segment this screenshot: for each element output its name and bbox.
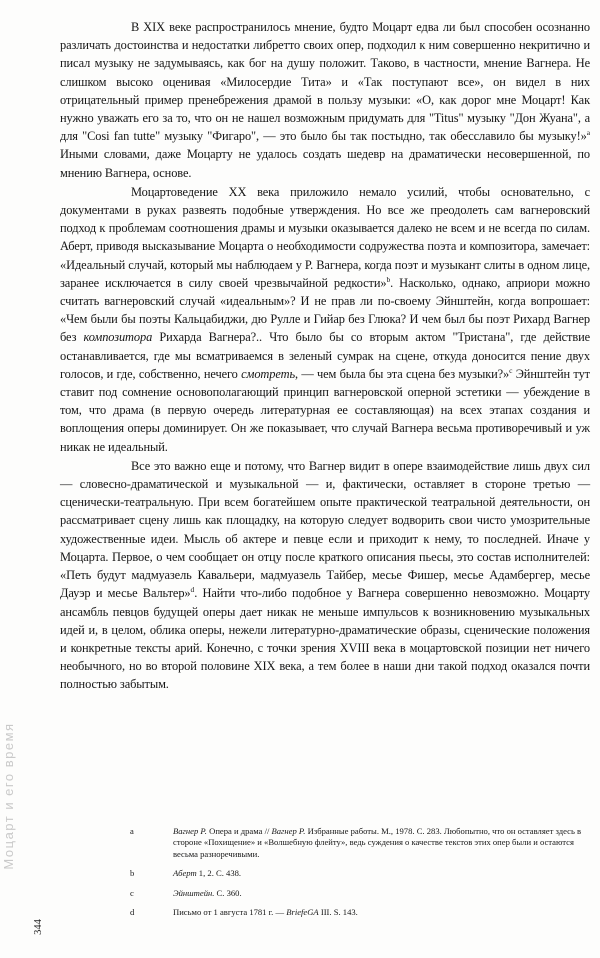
text-run: Эйнштейн тут ставит под сомнение основополагающий принцип вагнеровской оперной эстетики — убеждение в том, что драма (в первую очередь литературная ее составляющая) на всех этапах создания и воплощения оперы доминирует. Он же показывает, что случай Вагнера весьма противоречивый и уж никак не идеальный.: [60, 366, 590, 454]
text-run: , — чем была бы эта сцена без музыки?»: [294, 366, 510, 381]
paragraph-3: [60, 457, 590, 694]
text-run: Моцартоведение XX века приложило немало усилий, чтобы основательно, с документами в руках развеять подобные утверждения. Но все же преодолеть сам вагнеровский подход к проблемам соотношения драмы и музыки оказывается далеко не всем и не всегда по силам. Аберт, приводя высказывание Моцарта о необходимости содружества поэта и композитора, замечает: «Идеальный случай, который мы наблюдаем у Р. Вагнера, когда поэт и музыкант слиты в одном лице, заранее исключается в силу своей чрезвычайной редкости»: [60, 184, 590, 290]
text-run: Рихарда Вагнера?.. Что было бы со вторым актом "Тристана", где действие останавливается, где мы всматриваемся в зеленый сумрак на сцене, откуда доносится пение двух голосов, и где, собственно, нечего: [60, 330, 590, 381]
emphasis-run: BriefeGA: [286, 907, 319, 918]
footnote-c: [130, 888, 590, 899]
footnote-mark: c: [130, 887, 134, 898]
text-run: Письмо от 1 августа 1781 г. —: [173, 907, 287, 918]
text-run: III. S. 143.: [318, 907, 358, 918]
text-run: . Найти что-либо подобное у Вагнера совершенно невозможно. Моцарту ансамбль певцов будущей оперы дает никак не меньше импульсов к возникновению музыкальных идей и, в целом, облика оперы, нежели литературно-драматические образы, сценические положения и конкретные тексты арий. Конечно, с точки зрения XVIII века в моцартовской позиции нет ничего необычного, но во второй половине XIX века, а тем более в наши дни такой подход оказался почти полностью забытым.: [60, 586, 591, 692]
footnote-text: [173, 826, 590, 860]
footnote-mark: a: [130, 826, 134, 836]
paragraph-2: [60, 183, 590, 456]
text-run: 1, 2. С. 438.: [196, 868, 242, 879]
text-run: Все это важно еще и потому, что Вагнер видит в опере взаимодействие лишь двух сил — словесно-драматической и музыкальной — и, фактически, оставляет в стороне третью — сценически-театральную. При всем богатейшем опыте практической театральной деятельности, он рассматривает сцену лишь как площадку, на которую следует водворить свои чисто умозрительные художественные идеи. Мысль об актере и певце если и приходит к нему, то последней. Иначе у Моцарта. Первое, о чем сообщает он отцу после краткого описания пьесы, это состав исполнителей: «Петь будут мадмуазель Кавальери, мадмуазель Тайбер, месье Фишер, месье Адамбергер, месье Дауэр и месье Вальтер»: [60, 458, 590, 601]
footnote-text: [173, 907, 590, 918]
text-run: . Насколько, однако, априори можно считать вагнеровский случай «идеальным»? И не прав ли по-своему Эйнштейн, когда вопрошает: «Чем были бы поэты Кальцабиджи, дю Рулле и Гийар без Глюка? И чем был бы поэт Рихард Вагнер без: [60, 275, 590, 345]
main-text: [60, 18, 590, 694]
text-run: В XIX веке распространилось мнение, будто Моцарт едва ли был способен осознанно различать достоинства и недостатки либретто своих опер, подходил к ним совершенно некритично и писал музыку не задумываясь, как бог на душу положит. Таково, в частности, мнение Вагнера. Не слишком высоко оценивая «Милосердие Тита» и «Так поступают все», он видел в них отрицательный пример пренебрежения драмой в пользу музыки: «О, как дорог мне Моцарт! Как нужно уважать его за то, что он не нашел возможным придумать для "Titus" музыку "Дон Жуана", а для "Cosi fan tutte" музыку "Фигаро", — это было бы так постыдно, так обесславило бы музыку!»: [60, 20, 590, 144]
emphasis-run: композитора: [83, 330, 153, 345]
footnote-mark: b: [130, 868, 135, 879]
text-run: Опера и драма //: [206, 826, 272, 836]
text-run: Избранные работы. М., 1978. С. 283. Любопытно, что он оставляет здесь в стороне «Похищение» и «Волшебную флейту», ведь суждения о качестве текстов этих опер были и остаются весьма разноречивыми.: [173, 826, 582, 859]
text-run: Иными словами, даже Моцарту не удалось создать шедевр на драматически несовершенной, по мнению Вагнера, основе.: [60, 147, 590, 180]
footnote-ref-b[interactable]: b: [386, 274, 391, 284]
emphasis-run: Вагнер Р.: [173, 826, 207, 836]
footnote-text: [173, 868, 590, 879]
footnote-text: [173, 888, 590, 899]
emphasis-run: Вагнер Р.: [271, 826, 306, 836]
footnotes: [130, 826, 590, 926]
footnote-d: [130, 907, 590, 918]
running-book-title: Моцарт и его время: [1, 722, 16, 870]
emphasis-run: Эйнштейн.: [173, 887, 215, 898]
footnote-ref-d[interactable]: d: [190, 585, 195, 595]
footnote-a: [130, 826, 590, 860]
text-run: С. 360.: [214, 887, 242, 898]
emphasis-run: Аберт: [173, 868, 197, 879]
paragraph-1: [60, 18, 590, 182]
footnote-ref-a[interactable]: a: [586, 128, 590, 138]
emphasis-run: смотреть: [241, 366, 295, 381]
page-number: 344: [33, 919, 44, 935]
footnote-b: [130, 868, 590, 879]
footnote-mark: d: [130, 907, 135, 918]
footnote-ref-c[interactable]: c: [509, 365, 513, 375]
